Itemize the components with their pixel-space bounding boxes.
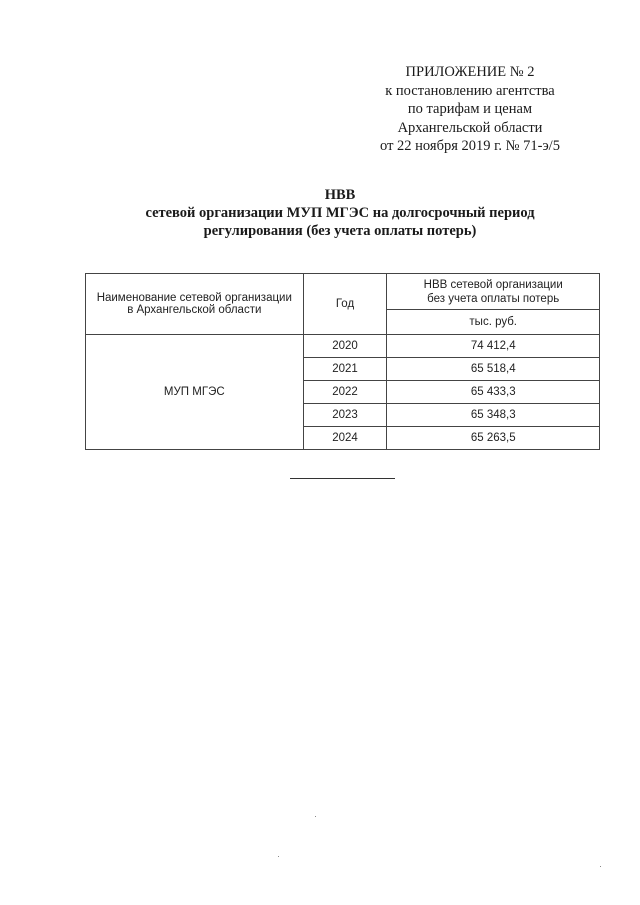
header-organization-name <box>86 274 304 335</box>
year-cell: 2023 <box>303 404 387 427</box>
scan-speck <box>278 856 279 857</box>
year-cell: 2020 <box>303 335 387 358</box>
title-line: сетевой организации МУП МГЭС на долгосрочный период <box>145 205 535 221</box>
appendix-reference-line: Архангельской области <box>397 119 543 136</box>
appendix-date-number: от 22 ноября 2019 г. № 71-э/5 <box>380 138 560 154</box>
header-text: Наименование сетевой организации <box>96 292 292 304</box>
appendix-reference-line: по тарифам и ценам <box>407 101 533 117</box>
nvv-table <box>85 273 600 450</box>
appendix-header <box>330 63 610 156</box>
header-year: Год <box>303 274 387 335</box>
table-row <box>86 335 600 358</box>
value-cell: 74 412,4 <box>387 335 600 358</box>
appendix-number: ПРИЛОЖЕНИЕ № 2 <box>405 64 535 80</box>
year-cell: 2024 <box>303 427 387 450</box>
header-unit: тыс. руб. <box>387 310 600 335</box>
scan-speck <box>600 866 601 867</box>
value-cell: 65 263,5 <box>387 427 600 450</box>
scan-speck <box>315 816 316 817</box>
year-cell: 2021 <box>303 358 387 381</box>
value-cell: 65 433,3 <box>387 381 600 404</box>
value-cell: 65 348,3 <box>387 404 600 427</box>
year-cell: 2022 <box>303 381 387 404</box>
header-nvv-value <box>387 274 600 310</box>
document-title <box>60 186 620 240</box>
table-header-row <box>86 274 600 310</box>
end-separator-line <box>290 478 395 479</box>
header-text: НВВ сетевой организации <box>423 278 563 291</box>
header-text: в Архангельской области <box>127 304 262 316</box>
header-text: без учета оплаты потерь <box>427 292 560 305</box>
title-line: регулирования (без учета оплаты потерь) <box>203 223 477 239</box>
organization-name-cell: МУП МГЭС <box>86 335 304 450</box>
title-line: НВВ <box>324 187 356 203</box>
appendix-reference-line: к постановлению агентства <box>385 82 555 99</box>
value-cell: 65 518,4 <box>387 358 600 381</box>
